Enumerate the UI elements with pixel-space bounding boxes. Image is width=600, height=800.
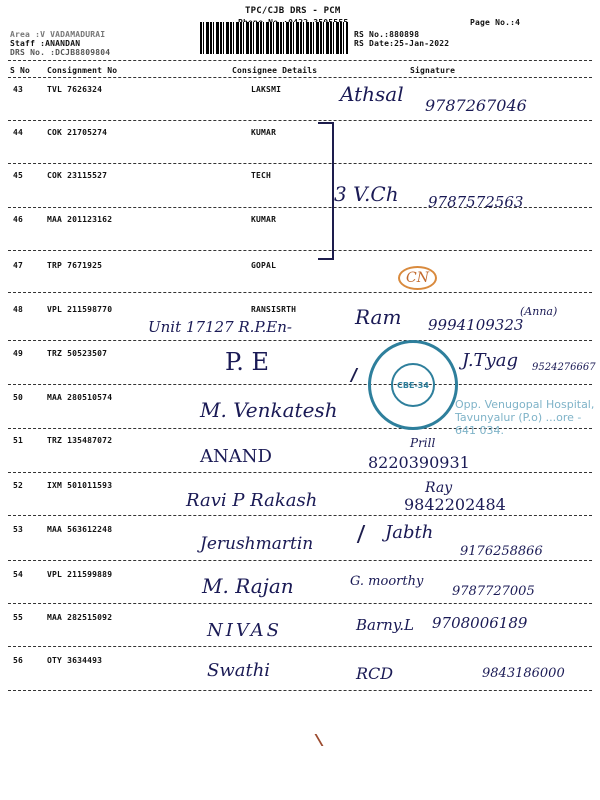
row-sno: 51 (13, 436, 24, 445)
tick-mark (340, 368, 359, 382)
divider (8, 60, 592, 61)
row-sno: 43 (13, 85, 24, 94)
row-consignment: MAA 282515092 (47, 613, 113, 622)
phone-52: 9842202484 (404, 495, 506, 514)
row-consignment: MAA 201123162 (47, 215, 113, 224)
row-consignee: GOPAL (251, 261, 277, 270)
divider (8, 515, 592, 516)
aside-48: (Anna) (520, 305, 558, 318)
phone-54: 9787727005 (452, 584, 535, 599)
name-53: Jerushmartin (200, 534, 314, 554)
row-consignment: MAA 563612248 (47, 525, 113, 534)
row-consignment: VPL 211598770 (47, 305, 113, 314)
divider (8, 340, 592, 341)
row-consignment: TRP 7671925 (47, 261, 103, 270)
signature-51: Prill (410, 436, 436, 450)
note-48: Unit 17127 R.P.En- (148, 318, 292, 336)
row-consignment: TVL 7626324 (47, 85, 103, 94)
row-sno: 50 (13, 393, 24, 402)
row-sno: 48 (13, 305, 24, 314)
name-56: Swathi (207, 660, 271, 681)
signature-53: Jabth (385, 522, 434, 543)
page-number: Page No.:4 (470, 18, 521, 27)
divider (8, 646, 592, 647)
divider (8, 384, 592, 385)
row-sno: 46 (13, 215, 24, 224)
phone-49: 9524276667 (532, 362, 596, 373)
signature-54: G. moorthy (350, 574, 424, 589)
staff-label: Staff :ANANDAN (10, 39, 81, 48)
name-55: NIVAS (207, 620, 282, 641)
name-49: P. E (225, 348, 270, 376)
drs-number: DRS No. :DCJB8809804 (10, 48, 111, 57)
row-consignee: RANSISRTH (251, 305, 297, 314)
row-consignment: VPL 211599889 (47, 570, 113, 579)
row-consignment: COK 21705274 (47, 128, 108, 137)
signature-56: RCD (356, 664, 394, 683)
area-label: Area :V VADAMADURAI (10, 30, 106, 39)
row-sno: 55 (13, 613, 24, 622)
name-54: M. Rajan (202, 574, 294, 598)
name-50: M. Venkatesh (200, 398, 338, 422)
phone-48: 9994109323 (428, 316, 524, 334)
signature-55: Barny.L (356, 616, 415, 634)
row-consignee: LAKSMI (251, 85, 282, 94)
row-sno: 44 (13, 128, 24, 137)
divider (8, 77, 592, 78)
divider (8, 292, 592, 293)
company-stamp (368, 340, 458, 430)
phone-43: 9787267046 (425, 96, 527, 115)
doc-title: TPC/CJB DRS - PCM (245, 6, 341, 16)
phone-56: 9843186000 (482, 666, 565, 681)
signature-49: J.Tyag (462, 350, 518, 371)
cn-mark: CN (398, 266, 437, 290)
rs-date: RS Date:25-Jan-2022 (354, 39, 450, 48)
row-sno: 54 (13, 570, 24, 579)
signature-52: Ray (425, 480, 453, 496)
divider (8, 472, 592, 473)
tick-mark (349, 525, 366, 543)
phone-55: 9708006189 (432, 614, 528, 632)
row-consignment: OTY 3634493 (47, 656, 103, 665)
divider (8, 690, 592, 691)
row-sno: 52 (13, 481, 24, 490)
pen-mark (309, 734, 324, 746)
row-consignment: COK 23115527 (47, 171, 108, 180)
row-consignment: IXM 501011593 (47, 481, 113, 490)
bracket-mark (318, 122, 334, 260)
divider (8, 250, 592, 251)
phone-53: 9176258866 (460, 544, 543, 559)
row-sno: 45 (13, 171, 24, 180)
stamp-center-text: CBE-34 (391, 363, 435, 407)
divider (8, 560, 592, 561)
row-consignment: MAA 280510574 (47, 393, 113, 402)
rs-number: RS No.:880898 (354, 30, 420, 39)
row-consignee: KUMAR (251, 215, 277, 224)
row-sno: 47 (13, 261, 24, 270)
stamp-address-text: Opp. Venugopal Hospital, Tavunyalur (P.o) ...ore - 641 034. (455, 398, 595, 437)
col-consignee: Consignee Details (232, 66, 318, 75)
row-sno: 49 (13, 349, 24, 358)
col-sno: S No (10, 66, 31, 75)
row-sno: 56 (13, 656, 24, 665)
phone-51: 8220390931 (368, 453, 470, 472)
row-consignment: TRZ 50523507 (47, 349, 108, 358)
name-52: Ravi P Rakash (186, 490, 318, 511)
phone-45: 9787572563 (428, 193, 524, 211)
row-consignee: KUMAR (251, 128, 277, 137)
col-signature: Signature (410, 66, 456, 75)
col-consignment: Consignment No (47, 66, 118, 75)
divider (8, 163, 592, 164)
row-consignment: TRZ 135487072 (47, 436, 113, 445)
divider (8, 603, 592, 604)
row-consignee: TECH (251, 171, 272, 180)
signature-45: 3 V.Ch (334, 182, 399, 206)
signature-43: Athsal (340, 82, 404, 106)
divider (8, 120, 592, 121)
signature-48: Ram (355, 305, 402, 329)
name-51: ANAND (200, 446, 272, 467)
barcode (200, 22, 348, 54)
row-sno: 53 (13, 525, 24, 534)
